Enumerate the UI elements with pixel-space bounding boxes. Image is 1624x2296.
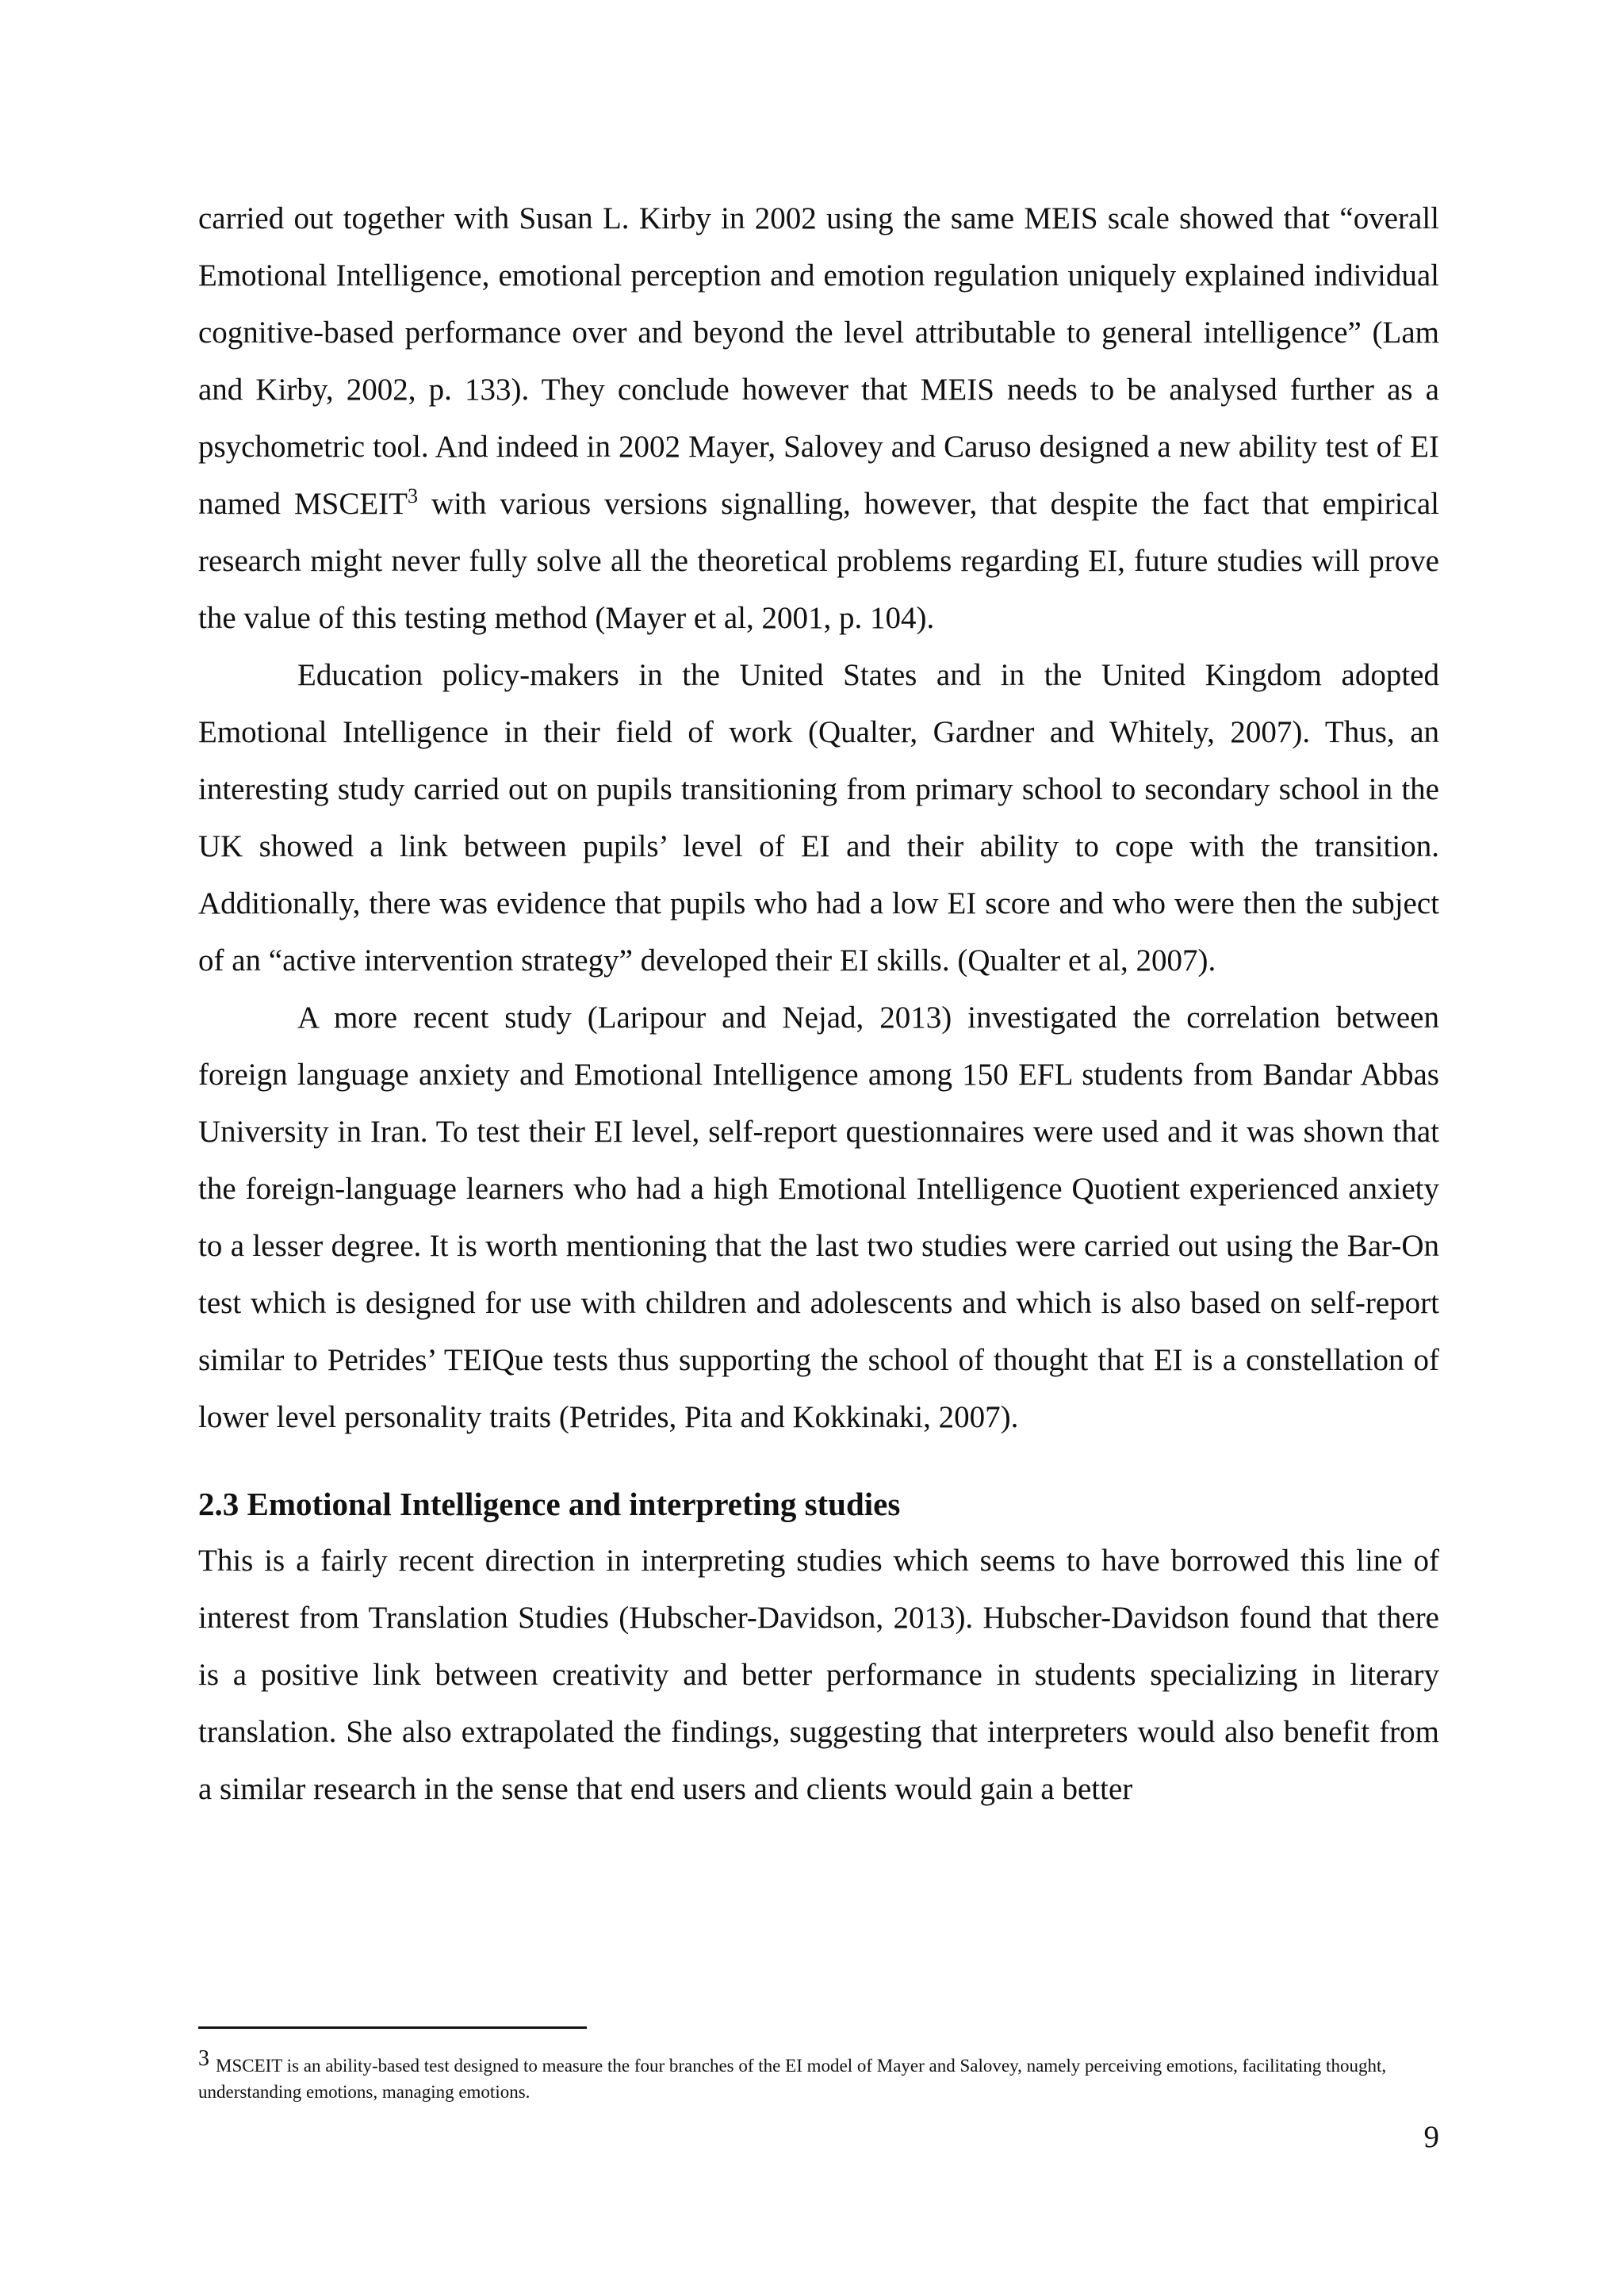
footnote	[198, 2045, 1388, 2105]
paragraph-1	[198, 190, 1439, 647]
paragraph-1-text-a: carried out together with Susan L. Kirby in 2002 using the same MEIS scale showed that “overall Emotional Intelligence, emotional perception and emotion regulation uniquely explained individual cognitive-based performance over and beyond the level attributable to general intelligence” (Lam and Kirby, 2002, p. 133). They conclude however that MEIS needs to be analysed further as a psychometric tool. And indeed in 2002 Mayer, Salovey and Caruso designed a new ability test of EI named MSCEIT	[198, 201, 1439, 521]
paragraph-4: This is a fairly recent direction in interpreting studies which seems to have borrowed this line of interest from Translation Studies (Hubscher-Davidson, 2013). Hubscher-Davidson found that there is a positive link between creativity and better performance in students specializing in literary translation. She also extrapolated the findings, suggesting that interpreters would also benefit from a similar research in the sense that end users and clients would gain a better	[198, 1544, 1439, 1806]
footnote-reference: 3	[407, 484, 418, 507]
footnote-divider	[198, 2026, 587, 2029]
paragraph-3: A more recent study (Laripour and Nejad, 2013) investigated the correlation between foreign language anxiety and Emotional Intelligence among 150 EFL students from Bandar Abbas University in Iran. To test their EI level, self-report questionnaires were used and it was shown that the foreign-language learners who had a high Emotional Intelligence Quotient experienced anxiety to a lesser degree. It is worth mentioning that the last two studies were carried out using the Bar-On test which is designed for use with children and adolescents and which is also based on self-report similar to Petrides’ TEIQue tests thus supporting the school of thought that EI is a constellation of lower level personality traits (Petrides, Pita and Kokkinaki, 2007).	[198, 1001, 1439, 1434]
page-number: 9	[1423, 2120, 1439, 2154]
footnote-text: MSCEIT is an ability-based test designed to measure the four branches of the EI model of Mayer and Salovey, namely perceiving emotions, facilitating thought, understanding emotions, managing emotions.	[198, 2056, 1387, 2102]
section-heading: 2.3 Emotional Intelligence and interpreting studies	[198, 1486, 901, 1522]
footnote-number: 3	[198, 2046, 209, 2071]
paragraph-2: Education policy-makers in the United States and in the United Kingdom adopted Emotional Intelligence in their field of work (Qualter, Gardner and Whitely, 2007). Thus, an interesting study carried out on pupils transitioning from primary school to secondary school in the UK showed a link between pupils’ level of EI and their ability to cope with the transition. Additionally, there was evidence that pupils who had a low EI score and who were then the subject of an “active intervention strategy” developed their EI skills. (Qualter et al, 2007).	[198, 658, 1439, 978]
main-text	[198, 190, 1439, 1818]
paragraph-1-text-b: with various versions signalling, however, that despite the fact that empirical research might never fully solve all the theoretical problems regarding EI, future studies will prove the value of this testing method (Mayer et al, 2001, p. 104).	[198, 487, 1440, 635]
document-page	[198, 0, 1439, 2296]
